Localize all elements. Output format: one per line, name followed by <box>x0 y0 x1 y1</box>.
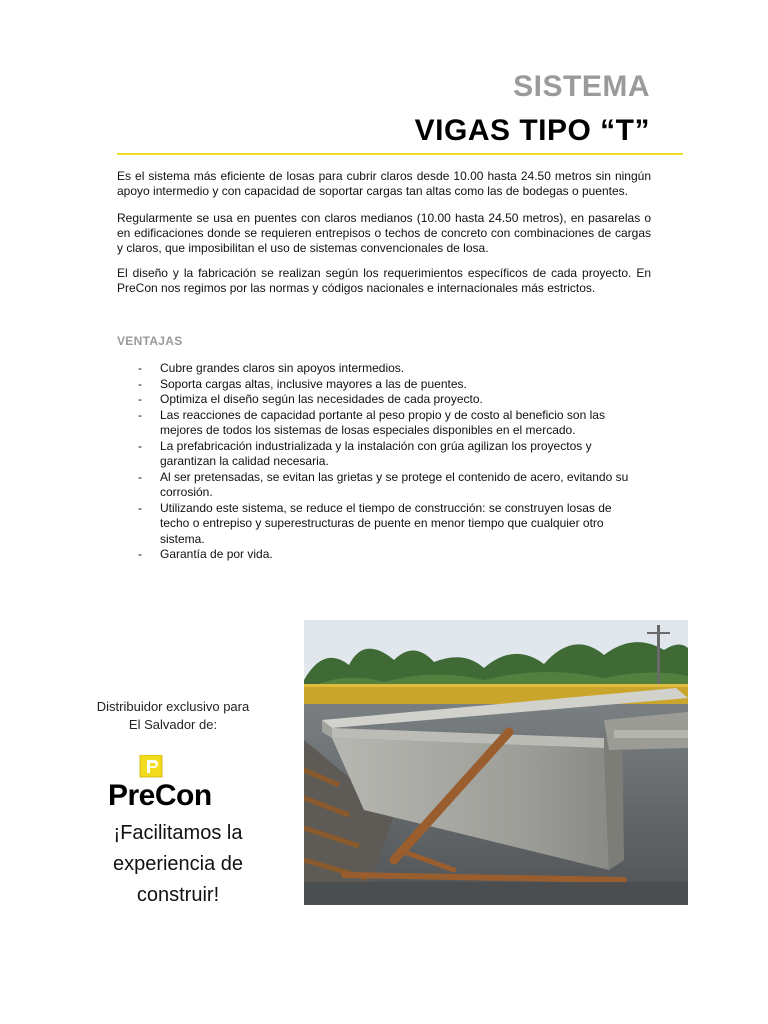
list-item <box>138 470 638 501</box>
intro-paragraph: Es el sistema más eficiente de losas para cubrir claros desde 10.00 hasta 24.50 metros sin ningún apoyo intermedio y con capacidad de soportar cargas tan altas como las de bodegas o puentes. <box>117 169 651 198</box>
distributor-note <box>80 698 266 734</box>
list-item <box>138 501 638 548</box>
bullet-dash: - <box>138 407 142 422</box>
slogan-line-3: construir! <box>136 884 220 906</box>
bullet-dash: - <box>138 438 142 453</box>
list-item-text: Las reacciones de capacidad portante al peso propio y de costo al beneficio son las mejores de todos los sistemas de losas especiales disponibles en el mercado. <box>160 407 605 437</box>
list-item <box>138 377 638 393</box>
list-item <box>138 547 638 563</box>
precon-logo <box>106 755 236 811</box>
list-item <box>138 408 638 439</box>
title-vigas-tipo-t: VIGAS TIPO “T” <box>414 114 650 147</box>
list-item-text: Al ser pretensadas, se evitan las grietas y se protege el contenido de acero, evitando su corrosión. <box>160 469 629 499</box>
bullet-dash: - <box>138 361 142 375</box>
ventajas-heading: VENTAJAS <box>117 334 183 348</box>
bullet-dash: - <box>138 500 142 515</box>
yellow-divider <box>117 153 683 155</box>
list-item <box>138 361 638 377</box>
usage-paragraph: Regularmente se usa en puentes con claros medianos (10.00 hasta 24.50 metros), en pasarelas o en edificaciones donde se requieren entrepisos o techos de concreto con combinaciones de cargas y claros, que imposibilitan el uso de sistemas convencionales de losa. <box>117 211 651 255</box>
precon-logo-icon <box>140 755 162 777</box>
list-item-text: Soporta cargas altas, inclusive mayores a las de puentes. <box>160 376 467 391</box>
list-item-text: Cubre grandes claros sin apoyos intermedios. <box>160 361 405 375</box>
bullet-dash: - <box>138 547 142 561</box>
slogan-line-2: experiencia de <box>112 853 244 875</box>
bullet-dash: - <box>138 392 142 406</box>
title-sistema: SISTEMA <box>513 70 650 103</box>
precon-logo-text: PreCon <box>108 779 212 811</box>
list-item-text: Utilizando este sistema, se reduce el tiempo de construcción: se construyen losas de techo o entrepiso y superestructuras de puente en menor tiempo que cualquier otro sistema. <box>160 500 612 546</box>
list-item <box>138 439 638 470</box>
list-item-text: Optimiza el diseño según las necesidades de cada proyecto. <box>160 392 483 406</box>
bullet-dash: - <box>138 469 142 484</box>
distributor-line-1: Distribuidor exclusivo para <box>96 699 250 714</box>
bullet-dash: - <box>138 376 142 391</box>
list-item-text: Garantía de por vida. <box>160 547 273 561</box>
list-item-text: La prefabricación industrializada y la instalación con grúa agilizan los proyectos y garantizan la calidad necesaria. <box>160 438 592 468</box>
t-beam-photo <box>304 620 688 905</box>
design-paragraph: El diseño y la fabricación se realizan según los requerimientos específicos de cada proyecto. En PreCon nos regimos por las normas y códigos nacionales e internacionales más estrictos. <box>117 266 651 295</box>
ventajas-list <box>138 361 638 563</box>
wet-ground-strip <box>304 882 688 905</box>
distributor-line-2: El Salvador de: <box>128 717 218 732</box>
list-item <box>138 392 638 408</box>
slogan <box>70 818 286 911</box>
slogan-line-1: ¡Facilitamos la <box>113 822 243 844</box>
